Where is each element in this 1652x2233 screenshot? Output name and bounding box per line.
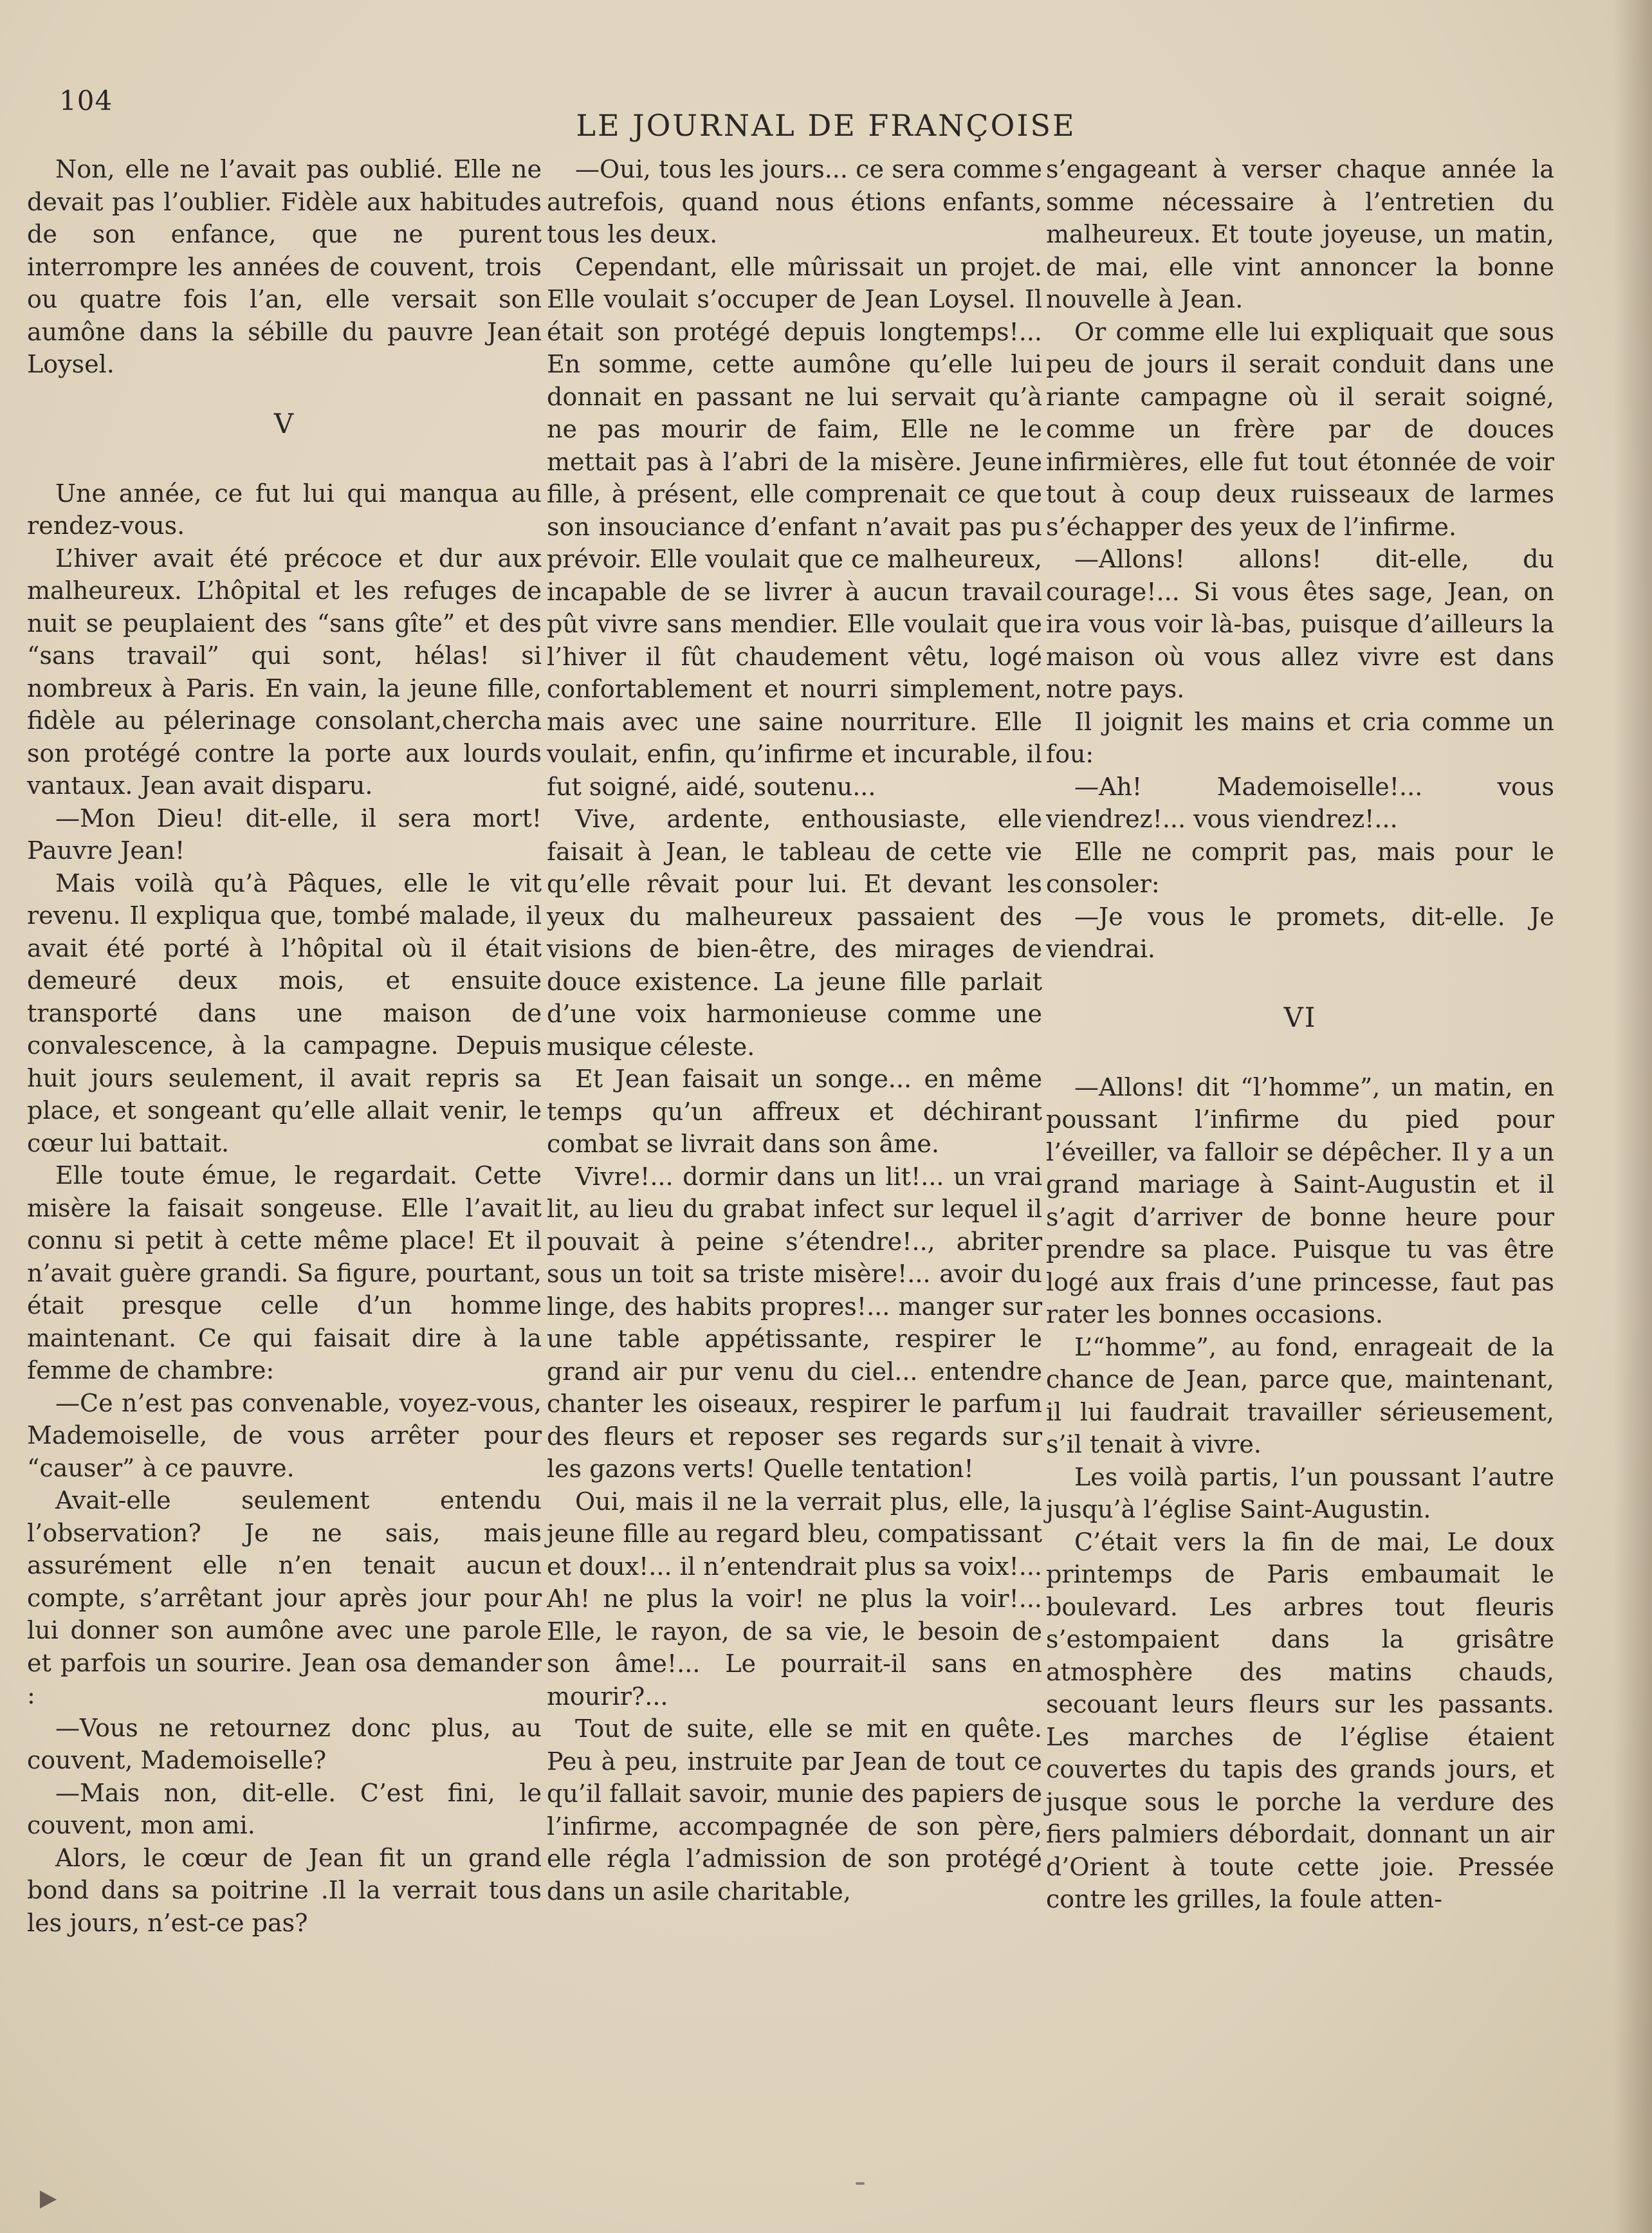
paragraph: Vivre!... dormir dans un lit!... un vrai lit, au lieu du grabat infect sur lequel il pouvait à peine s’étendre!.., abriter sous un toit sa triste misère!... avoir du linge, des habits propres!... manger sur une table appétissante, respirer le grand air pur venu du ciel... entendre chanter les oiseaux, respirer le parfum des fleurs et reposer ses regards sur les gazons verts! Quelle tentation! [547,1162,1042,1483]
text-column-3 [1046,153,1554,1916]
paragraph: Or comme elle lui expliquait que sous peu de jours il serait conduit dans une riante campagne où il serait soigné, comme un frère par de douces infirmières, elle fut tout étonnée de voir tout à coup deux ruisseaux de larmes s’échapper des yeux de l’infirme. [1046,317,1554,541]
section-heading: V [273,407,295,439]
paragraph: —Allons! allons! dit-elle, du courage!... Si vous êtes sage, Jean, on ira vous voir là-bas, puisque d’ailleurs la maison où vous allez vivre est dans notre pays. [1046,545,1554,703]
corner-triangle-mark [40,2191,57,2209]
paragraph: Cependant, elle mûrissait un projet. Elle voulait s’occuper de Jean Loysel. Il était son protégé depuis longtemps!... En somme, cette aumône qu’elle lui donnait en passant ne lui servait qu’à ne pas mourir de faim, Elle ne le mettait pas à l’abri de la misère. Jeune fille, à présent, elle comprenait ce que son insouciance d’enfant n’avait pas pu prévoir. Elle voulait que ce malheureux, incapable de se livrer à aucun travail pût vivre sans mendier. Elle voulait que l’hiver il fût chaudement vêtu, logé confortablement et nourri simplement, mais avec une saine nourriture. Elle voulait, enfin, qu’infirme et incurable, il fut soigné, aidé, soutenu... [547,252,1042,801]
paragraph: Alors, le cœur de Jean fit un grand bond dans sa poitrine .Il la verrait tous les jours, n’est-ce pas? [27,1843,542,1937]
paragraph: Une année, ce fut lui qui manqua au rendez-vous. [27,479,542,540]
page-number: 104 [59,85,113,116]
paragraph: L’“homme”, au fond, enrageait de la chance de Jean, parce que, maintenant, il lui faudrait travailler sérieusement, s’il tenait à vivre. [1046,1332,1554,1458]
paragraph: —Mon Dieu! dit-elle, il sera mort! Pauvre Jean! [27,804,542,865]
running-title: LE JOURNAL DE FRANÇOISE [576,108,1076,143]
paragraph: Oui, mais il ne la verrait plus, elle, la jeune fille au regard bleu, compatissant et doux!... il n’entendrait plus sa voix!... Ah! ne plus la voir! ne plus la voir!... Elle, le rayon, de sa vie, le besoin de son âme!... Le pourrait-il sans en mourir?... [547,1487,1042,1711]
paragraph: s’engageant à verser chaque année la somme nécessaire à l’entretien du malheureux. Et toute joyeuse, un matin, de mai, elle vint annoncer la bonne nouvelle à Jean. [1046,155,1554,313]
paragraph: —Vous ne retournez donc plus, au couvent, Mademoiselle? [27,1713,542,1774]
paragraph: Il joignit les mains et cria comme un fou: [1046,707,1554,768]
paragraph: L’hiver avait été précoce et dur aux malheureux. L’hôpital et les refuges de nuit se peuplaient des “sans gîte” et des “sans travail” qui sont, hélas! si nombreux à Paris. En vain, la jeune fille, fidèle au pélerinage consolant,chercha son protégé contre la porte aux lourds vantaux. Jean avait disparu. [27,544,542,800]
section-heading: VI [1283,1001,1317,1033]
paragraph: Elle toute émue, le regardait. Cette misère la faisait songeuse. Elle l’avait connu si petit à cette même place! Et il n’avait guère grandi. Sa figure, pourtant, était presque celle d’un homme maintenant. Ce qui faisait dire à la femme de chambre: [27,1161,542,1384]
paragraph: Non, elle ne l’avait pas oublié. Elle ne devait pas l’oublier. Fidèle aux habitudes de son enfance, que ne purent interrompre les années de couvent, trois ou quatre fois l’an, elle versait son aumône dans la sébille du pauvre Jean Loysel. [27,155,542,378]
text-column-1 [27,153,542,1939]
paragraph: Avait-elle seulement entendu l’observation? Je ne sais, mais assurément elle n’en tenait aucun compte, s’arrêtant jour après jour pour lui donner son aumône avec une parole et parfois un sourire. Jean osa demander : [27,1486,542,1709]
paragraph: C’était vers la fin de mai, Le doux printemps de Paris embaumait le boulevard. Les arbres tout fleuris s’estompaient dans la grisâtre atmosphère des matins chauds, secouant leurs fleurs sur les passants. Les marches de l’église étaient couvertes du tapis des grands jours, et jusque sous le porche la verdure des fiers palmiers débordait, donnant un air d’Orient à toute cette joie. Pressée contre les grilles, la foule atten- [1046,1527,1554,1913]
paragraph: —Ah! Mademoiselle!... vous viendrez!... vous viendrez!... [1046,772,1554,833]
paragraph: —Ce n’est pas convenable, voyez-vous, Mademoiselle, de vous arrêter pour “causer” à ce pauvre. [27,1388,542,1482]
paragraph: Vive, ardente, enthousiaste, elle faisait à Jean, le tableau de cette vie qu’elle rêvait pour lui. Et devant les yeux du malheureux passaient des visions de bien-être, des mirages de douce existence. La jeune fille parlait d’une voix harmonieuse comme une musique céleste. [547,805,1042,1061]
paragraph: Les voilà partis, l’un poussant l’autre jusqu’à l’église Saint-Augustin. [1046,1462,1554,1523]
bottom-print-mark [856,2182,865,2185]
page-edge-shadow [1613,0,1652,2233]
text-column-2 [547,153,1042,1907]
paragraph: —Je vous le promets, dit-elle. Je viendrai. [1046,902,1554,963]
paragraph: Elle ne comprit pas, mais pour le consoler: [1046,837,1554,898]
paragraph: Et Jean faisait un songe... en même temps qu’un affreux et déchirant combat se livrait dans son âme. [547,1065,1042,1158]
paragraph: —Allons! dit “l’homme”, un matin, en poussant l’infirme du pied pour l’éveiller, va falloir se dépêcher. Il y a un grand mariage à Saint-Augustin et il s’agit d’arriver de bonne heure pour prendre sa place. Puisque tu vas être logé aux frais d’une princesse, faut pas rater les bonnes occasions. [1046,1072,1554,1328]
paragraph: Tout de suite, elle se mit en quête. Peu à peu, instruite par Jean de tout ce qu’il fallait savoir, munie des papiers de l’infirme, accompagnée de son père, elle régla l’admission de son protégé dans un asile charitable, [547,1714,1042,1906]
paragraph: —Mais non, dit-elle. C’est fini, le couvent, mon ami. [27,1778,542,1839]
paragraph: Mais voilà qu’à Pâques, elle le vit revenu. Il expliqua que, tombé malade, il avait été porté à l’hôpital où il était demeuré deux mois, et ensuite transporté dans une maison de convalescence, à la campagne. Depuis huit jours seulement, il avait repris sa place, et songeant qu’elle allait venir, le cœur lui battait. [27,868,542,1157]
paragraph: —Oui, tous les jours... ce sera comme autrefois, quand nous étions enfants, tous les deux. [547,155,1042,248]
